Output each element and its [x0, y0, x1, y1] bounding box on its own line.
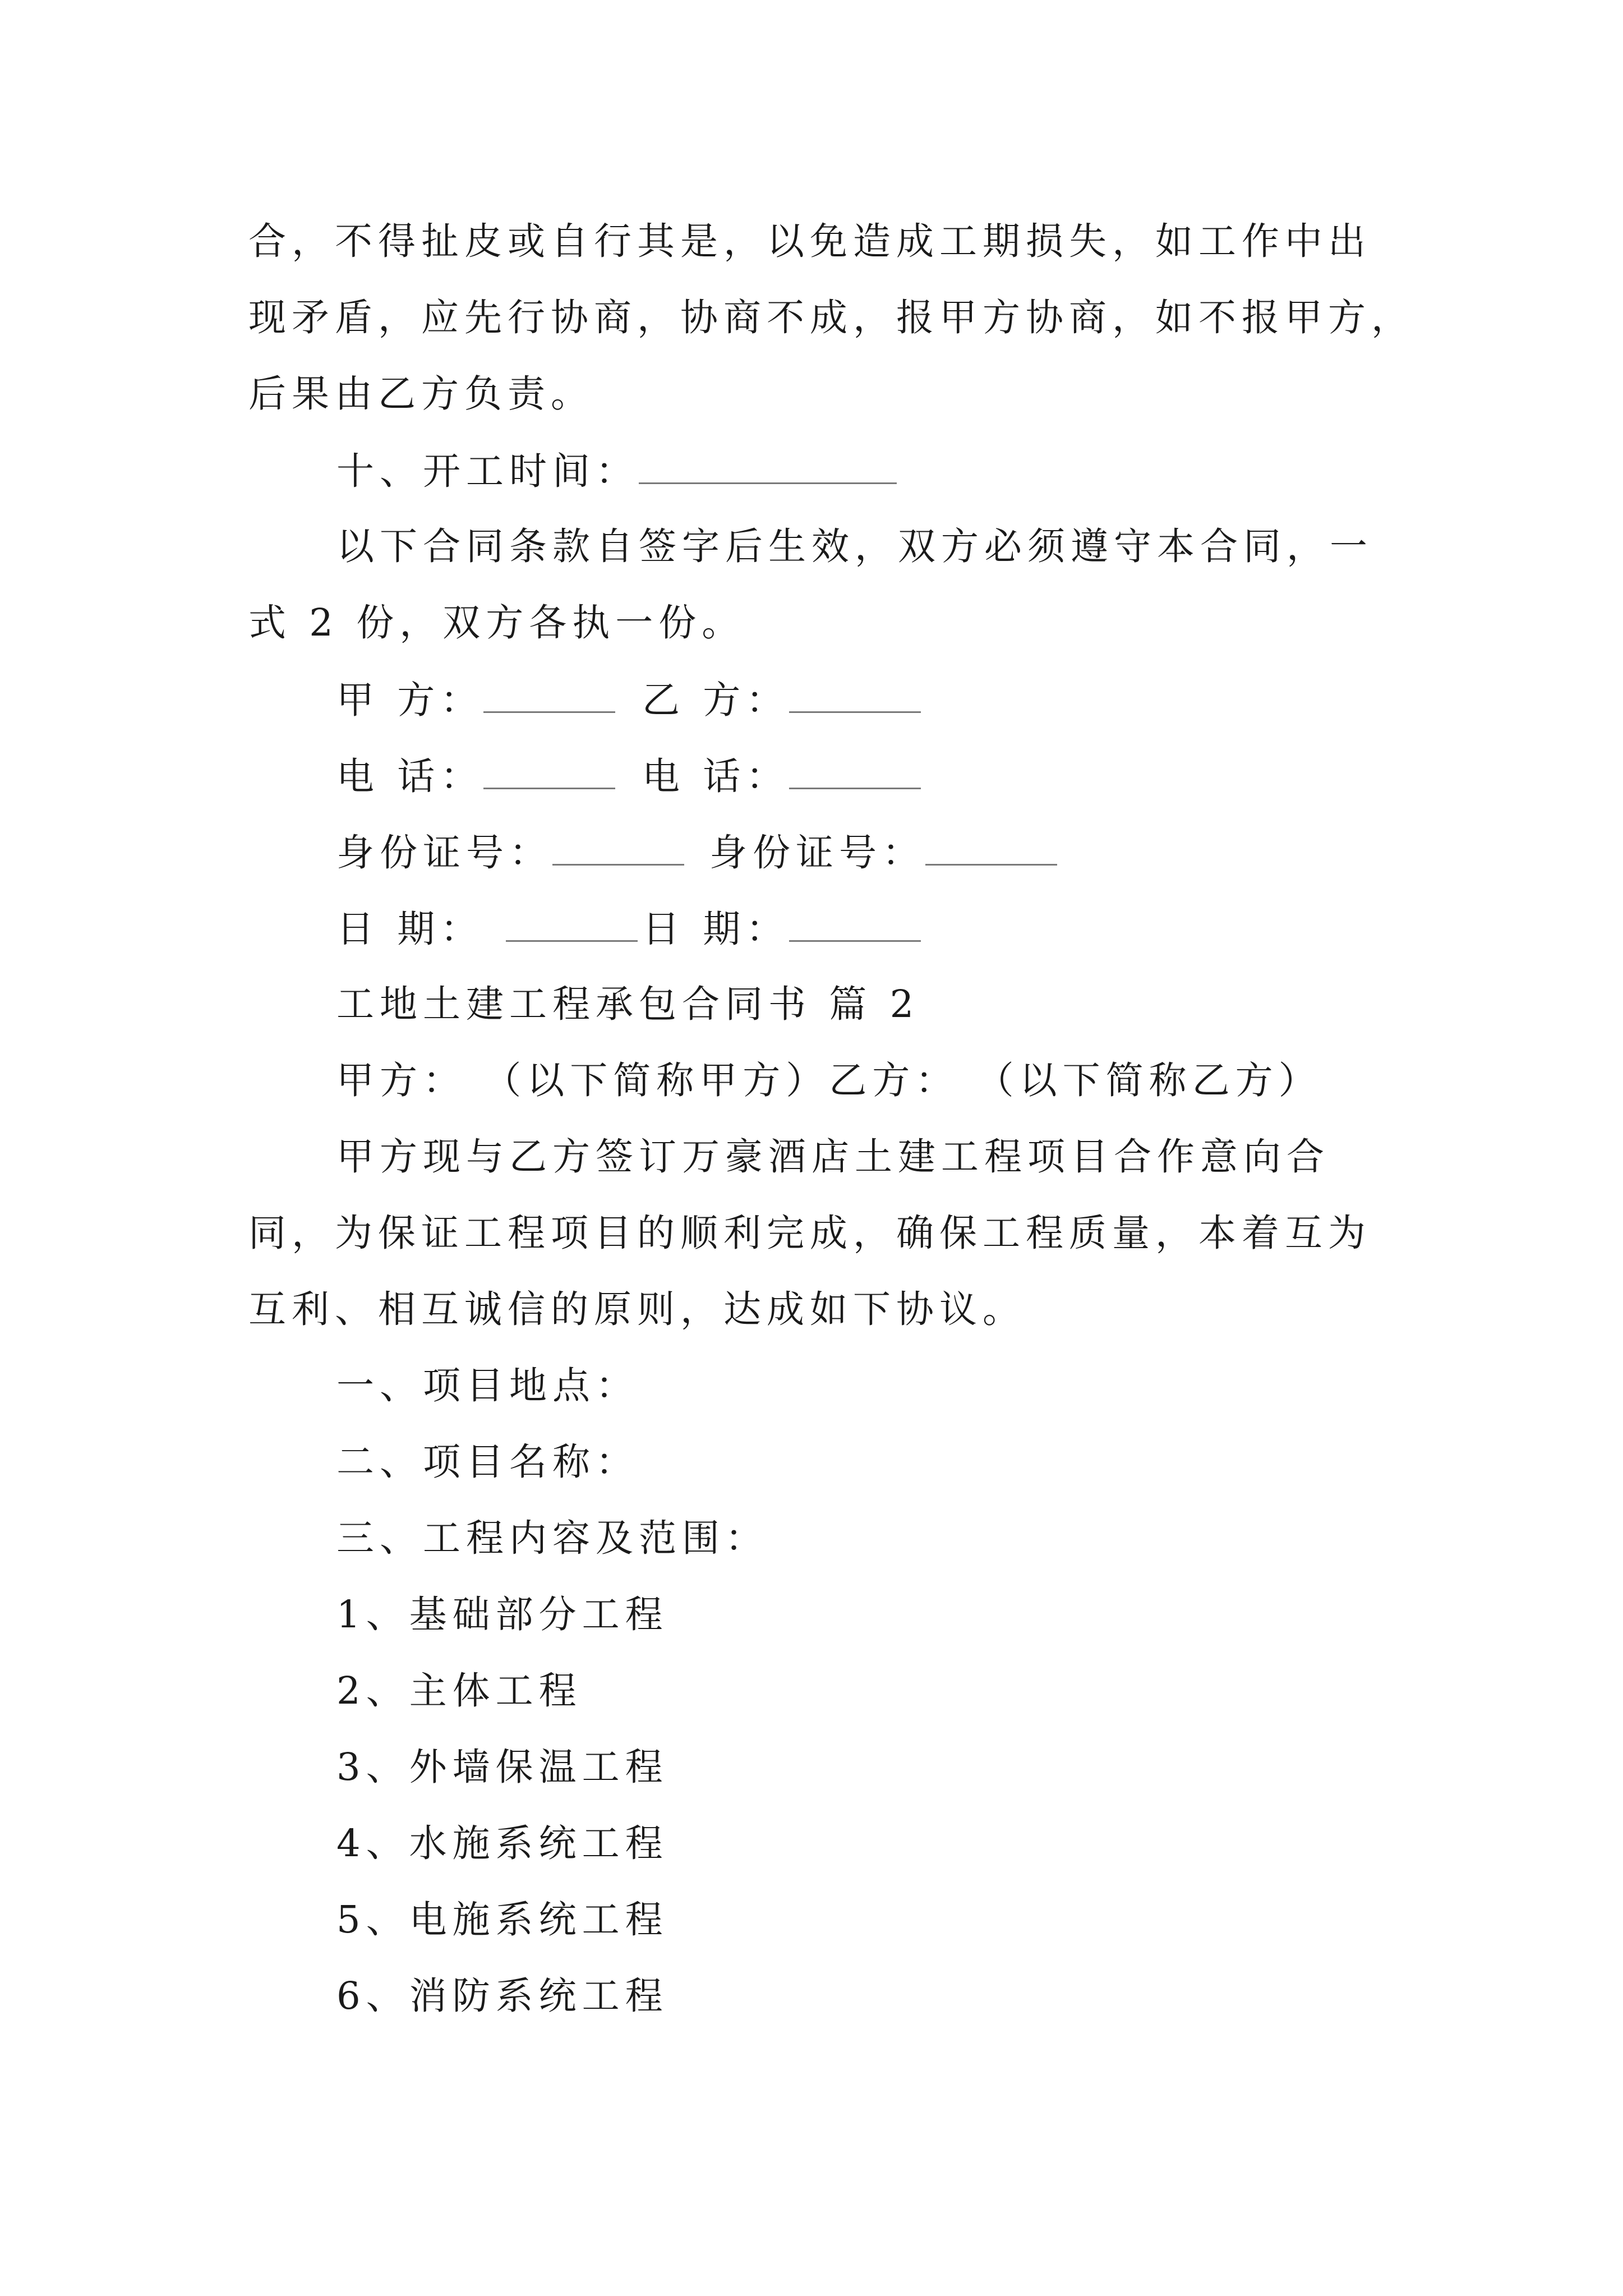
body-text-line: 甲方现与乙方签订万豪酒店土建工程项目合作意向合 [336, 1135, 1330, 1179]
party-b-label: 乙 方： [642, 678, 790, 722]
id-b-blank [925, 829, 1057, 866]
date-b-label: 日 期： [642, 907, 790, 951]
id-b-label: 身份证号： [709, 831, 925, 875]
body-text-line: 式 2 份，双方各执一份。 [248, 601, 745, 645]
body-text-line: 现矛盾，应先行协商，协商不成，报甲方协商，如不报甲方， [248, 296, 1414, 339]
signature-row-party-b [642, 677, 921, 723]
list-item: 二、项目名称： [336, 1440, 639, 1484]
signature-row-id [336, 829, 684, 875]
party-b-blank [789, 677, 921, 713]
sub-list-item: 1、基础部分工程 [336, 1593, 668, 1636]
party-a-blank [483, 677, 615, 713]
signature-row-date [336, 905, 638, 951]
signature-row-party [336, 677, 615, 723]
start-time-blank [639, 448, 897, 484]
body-text-line: 以下合同条款自签字后生效，双方必须遵守本合同，一 [336, 524, 1373, 568]
sub-list-item: 5、电施系统工程 [336, 1898, 668, 1941]
start-time-row [336, 448, 897, 494]
sub-list-item: 2、主体工程 [336, 1669, 582, 1713]
date-b-blank [789, 905, 921, 942]
sub-list-item: 3、外墙保温工程 [336, 1745, 668, 1789]
signature-row-date-b [642, 905, 921, 951]
id-a-label: 身份证号： [336, 831, 552, 875]
list-item: 三、工程内容及范围： [336, 1516, 768, 1560]
phone-b-label: 电 话： [642, 754, 790, 798]
sub-list-item: 6、消防系统工程 [336, 1974, 668, 2018]
section-title: 工地土建工程承包合同书 篇 2 [336, 982, 920, 1026]
body-text-line: 合，不得扯皮或自行其是，以免造成工期损失，如工作中出 [248, 219, 1371, 263]
signature-row-id-b [709, 829, 1057, 875]
parties-line: 甲方： （以下简称甲方）乙方： （以下简称乙方） [336, 1059, 1322, 1102]
signature-row-phone-b [642, 753, 921, 799]
party-a-label: 甲 方： [336, 678, 484, 722]
body-text-line: 同，为保证工程项目的顺利完成，确保工程质量，本着互为 [248, 1211, 1371, 1255]
date-a-label: 日 期： [336, 907, 484, 951]
start-time-label: 十、开工时间： [336, 449, 639, 493]
body-text-line: 互利、相互诚信的原则，达成如下协议。 [248, 1287, 1026, 1331]
sub-list-item: 4、水施系统工程 [336, 1821, 668, 1865]
id-a-blank [552, 829, 684, 866]
date-a-blank [506, 905, 638, 942]
phone-a-blank [483, 753, 615, 789]
body-text-line: 后果由乙方负责。 [248, 372, 594, 416]
list-item: 一、项目地点： [336, 1364, 639, 1407]
phone-b-blank [789, 753, 921, 789]
phone-a-label: 电 话： [336, 754, 484, 798]
signature-row-phone [336, 753, 615, 799]
